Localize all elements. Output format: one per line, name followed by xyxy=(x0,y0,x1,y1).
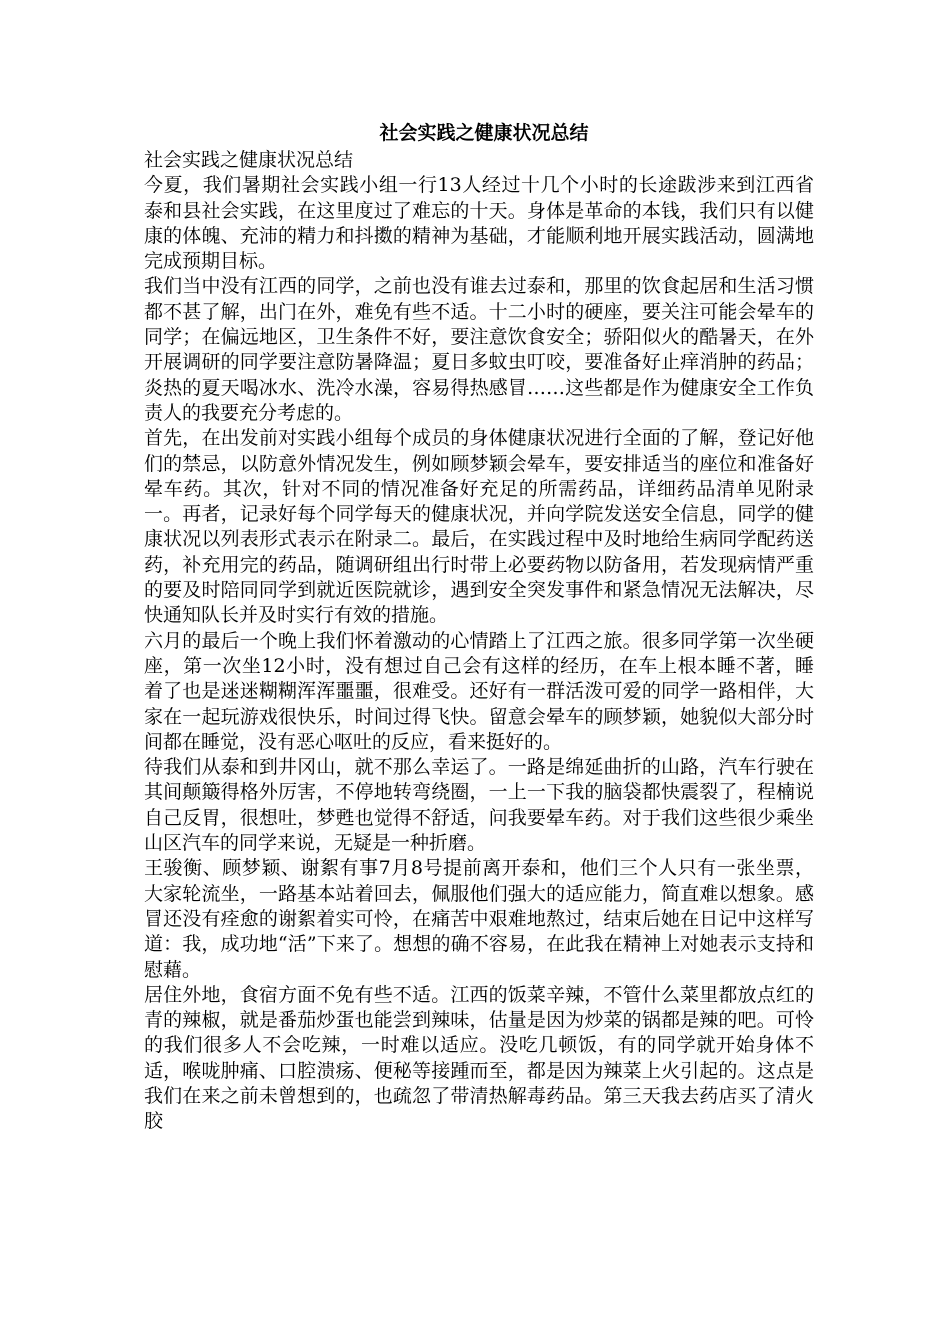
paragraph: 王骏衡、顾梦颖、谢絮有事7月8号提前离开泰和，他们三个人只有一张坐票，大家轮流坐，一路基本站着回去，佩服他们强大的适应能力，简直难以想象。感冒还没有痊愈的谢絮着实可怜，在痛苦中艰难地熬过，结束后她在日记中这样写道：我，成功地“活”下来了。想想的确不容易，在此我在精神上对她表示支持和慰藉。 xyxy=(144,857,814,981)
document-body xyxy=(144,148,814,1135)
document-page xyxy=(144,118,814,1135)
paragraph: 首先，在出发前对实践小组每个成员的身体健康状况进行全面的了解，登记好他们的禁忌，以防意外情况发生，例如顾梦颖会晕车，要安排适当的座位和准备好晕车药。其次，针对不同的情况准备好充足的所需药品，详细药品清单见附录一。再者，记录好每个同学每天的健康状况，并向学院发送安全信息，同学的健康状况以列表形式表示在附录二。最后，在实践过程中及时地给生病同学配药送药，补充用完的药品，随调研组出行时带上必要药物以防备用，若发现病情严重的要及时陪同同学到就近医院就诊，遇到安全突发事件和紧急情况无法解决，尽快通知队长并及时实行有效的措施。 xyxy=(144,427,814,627)
paragraph: 我们当中没有江西的同学，之前也没有谁去过泰和，那里的饮食起居和生活习惯都不甚了解，出门在外，难免有些不适。十二小时的硬座，要关注可能会晕车的同学；在偏远地区，卫生条件不好，要注意饮食安全；骄阳似火的酷暑天，在外开展调研的同学要注意防暑降温；夏日多蚊虫叮咬，要准备好止痒消肿的药品；炎热的夏天喝冰水、洗冷水澡，容易得热感冒……这些都是作为健康安全工作负责人的我要充分考虑的。 xyxy=(144,275,814,424)
paragraph: 待我们从泰和到井冈山，就不那么幸运了。一路是绵延曲折的山路，汽车行驶在其间颠簸得格外厉害，不停地转弯绕圈，一上一下我的脑袋都快震裂了，程楠说自己反胃，很想吐，梦甦也觉得不舒适，问我要晕车药。对于我们这些很少乘坐山区汽车的同学来说，无疑是一种折磨。 xyxy=(144,756,814,855)
document-title: 社会实践之健康状况总结 xyxy=(379,122,589,144)
paragraph: 社会实践之健康状况总结 xyxy=(144,149,354,171)
paragraph: 六月的最后一个晚上我们怀着激动的心情踏上了江西之旅。很多同学第一次坐硬座，第一次坐12小时，没有想过自己会有这样的经历，在车上根本睡不著，睡着了也是迷迷糊糊浑浑噩噩，很难受。还好有一群活泼可爱的同学一路相伴，大家在一起玩游戏很快乐，时间过得飞快。留意会晕车的顾梦颖，她貌似大部分时间都在睡觉，没有恶心呕吐的反应，看来挺好的。 xyxy=(144,629,814,753)
paragraph: 居住外地，食宿方面不免有些不适。江西的饭菜辛辣，不管什么菜里都放点红的青的辣椒，就是番茄炒蛋也能尝到辣味，估量是因为炒菜的锅都是辣的吧。可怜的我们很多人不会吃辣，一时难以适应。没吃几顿饭，有的同学就开始身体不适，喉咙肿痛、口腔溃疡、便秘等接踵而至，都是因为辣菜上火引起的。这点是我们在来之前未曾想到的，也疏忽了带清热解毒药品。第三天我去药店买了清火胶 xyxy=(144,983,814,1133)
paragraph: 今夏，我们暑期社会实践小组一行13人经过十几个小时的长途跋涉来到江西省泰和县社会实践，在这里度过了难忘的十天。身体是革命的本钱，我们只有以健康的体魄、充沛的精力和抖擞的精神为基础，才能顺利地开展实践活动，圆满地完成预期目标。 xyxy=(144,174,814,273)
